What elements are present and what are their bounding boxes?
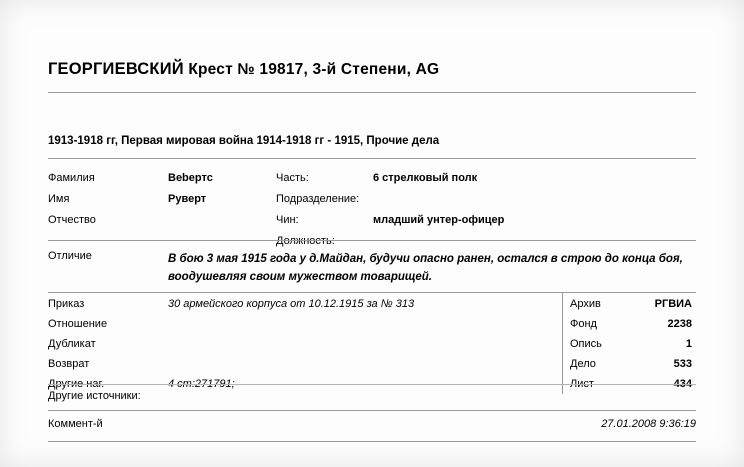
order-value: 30 армейского корпуса от 10.12.1915 за № 313 xyxy=(168,298,415,310)
page-title xyxy=(48,60,696,86)
fond-value: 2238 xyxy=(667,318,692,330)
other-awards-value: 4 ст:271791; xyxy=(168,378,235,390)
other-awards-label: Другие наг. xyxy=(48,378,105,390)
distinction-text: В бою 3 мая 1915 года у д.Майдан, будучи опасно ранен, остался в строю до конца боя, воодушевляя своим мужеством товарищей. xyxy=(168,253,683,283)
divider-under-distinction xyxy=(48,292,696,293)
patronymic-label: Отчество xyxy=(48,214,96,226)
person-unit-block xyxy=(48,170,696,254)
subunit-label: Подразделение: xyxy=(276,193,360,205)
divider-bottom xyxy=(48,441,696,442)
row-surname xyxy=(48,170,696,191)
surname-label: Фамилия xyxy=(48,172,95,184)
return-label: Возврат xyxy=(48,358,90,370)
surname-value: Веbертс xyxy=(168,172,213,184)
distinction-label: Отличие xyxy=(48,250,92,262)
comment-label: Коммент-й xyxy=(48,418,103,430)
row-fond xyxy=(562,316,696,336)
rank-value: младший унтер-офицер xyxy=(373,214,505,226)
divider-under-title xyxy=(48,92,696,93)
firstname-value: Руверт xyxy=(168,193,207,205)
firstname-label: Имя xyxy=(48,193,70,205)
relation-label: Отношение xyxy=(48,318,108,330)
order-label: Приказ xyxy=(48,298,85,310)
title-rest: Крест № 19817, 3-й Степени, AG xyxy=(188,61,440,78)
divider-under-names xyxy=(48,240,696,241)
archive-value: РГВИА xyxy=(654,298,692,310)
part-label: Часть: xyxy=(276,172,309,184)
row-opis xyxy=(562,336,696,356)
row-patronymic xyxy=(48,212,696,233)
part-value: 6 стрелковый полк xyxy=(373,172,478,184)
archive-label: Архив xyxy=(570,298,601,310)
row-delo xyxy=(562,356,696,376)
position-label: Должность: xyxy=(276,235,335,247)
row-firstname xyxy=(48,191,696,212)
duplicate-label: Дубликат xyxy=(48,338,96,350)
title-prefix: ГЕОРГИЕВСКИЙ xyxy=(48,60,184,78)
divider-above-sources xyxy=(48,384,696,385)
other-sources-label: Другие источники: xyxy=(48,390,141,402)
title-text xyxy=(48,60,696,79)
row-archive xyxy=(562,296,696,316)
list-value: 434 xyxy=(673,378,692,390)
opis-value: 1 xyxy=(685,338,692,350)
timestamp: 27.01.2008 9:36:19 xyxy=(601,418,696,430)
delo-value: 533 xyxy=(673,358,692,370)
opis-label: Опись xyxy=(570,338,602,350)
other-sources-row xyxy=(48,390,696,402)
divider-under-sources xyxy=(48,410,696,411)
archive-block xyxy=(562,296,696,396)
list-label: Лист xyxy=(570,378,594,390)
rank-label: Чин: xyxy=(276,214,299,226)
record-subtitle: 1913-1918 гг, Первая мировая война 1914-1918 гг - 1915, Прочие дела xyxy=(48,135,440,147)
divider-under-subtitle xyxy=(48,158,696,159)
delo-label: Дело xyxy=(570,358,596,370)
fond-label: Фонд xyxy=(570,318,597,330)
